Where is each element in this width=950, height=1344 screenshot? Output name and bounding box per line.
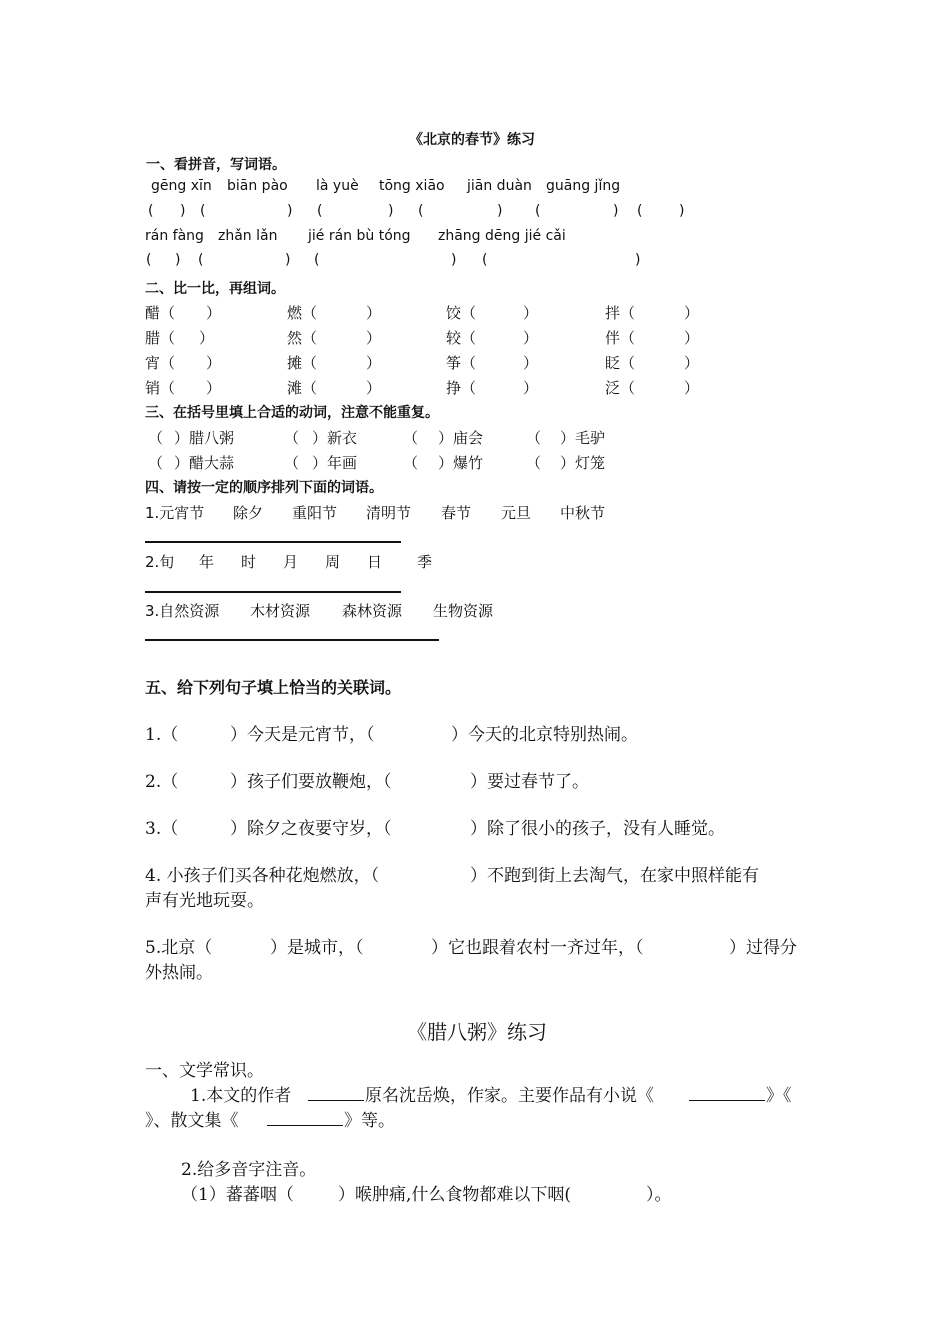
fill-text: （1）蕃蕃咽（: [181, 1185, 294, 1205]
fill-text: 》、散文集《: [145, 1111, 239, 1131]
sentence-part: ）今天是元宵节，（: [230, 725, 375, 745]
compare-bracket[interactable]: ）: [366, 354, 382, 372]
sentence-part: ）除了很小的孩子，没有人睡觉。: [470, 819, 725, 839]
compare-bracket[interactable]: ）: [523, 379, 539, 397]
answer-bracket[interactable]: (: [482, 252, 488, 268]
order-word: 日: [367, 553, 383, 571]
order-word: 中秋节: [560, 504, 606, 522]
compare-char: 较（: [446, 329, 477, 347]
compare-char: 然（: [287, 329, 318, 347]
compare-bracket[interactable]: ）: [199, 329, 215, 347]
compare-bracket[interactable]: ）: [206, 304, 222, 322]
compare-bracket[interactable]: ）: [523, 329, 539, 347]
answer-bracket[interactable]: (: [198, 252, 204, 268]
sentence-part: 外热闹。: [145, 963, 213, 983]
pinyin-item: zhāng dēng jié cǎi: [438, 228, 566, 244]
verb-bracket[interactable]: （: [403, 454, 419, 472]
answer-bracket[interactable]: ): [679, 203, 685, 219]
order-word: 年: [199, 553, 215, 571]
compare-bracket[interactable]: ）: [523, 354, 539, 372]
sentence-part: 声有光地玩耍。: [145, 891, 264, 911]
answer-bracket[interactable]: ): [451, 252, 457, 268]
compare-bracket[interactable]: ）: [206, 379, 222, 397]
order-word: 1.元宵节: [145, 504, 205, 522]
order-word: 3.自然资源: [145, 602, 220, 620]
order-word: 森林资源: [342, 602, 403, 620]
fill-text: 》《: [766, 1086, 792, 1106]
compare-char: 挣（: [446, 379, 477, 397]
verb-bracket[interactable]: （: [148, 454, 164, 472]
fill-text: 》等。: [344, 1111, 395, 1131]
fill-text: ）喉肿痛,什么食物都难以下咽(: [338, 1185, 572, 1205]
verb-item: ）灯笼: [560, 454, 606, 472]
pinyin-item: rán fàng: [145, 228, 204, 244]
answer-bracket[interactable]: ): [285, 252, 291, 268]
answer-bracket[interactable]: (: [146, 252, 152, 268]
fill-text: 原名沈岳焕，作家。主要作品有小说《: [365, 1086, 654, 1106]
page-title: 《北京的春节》练习: [409, 132, 535, 148]
sentence-part: ）孩子们要放鞭炮，（: [230, 772, 392, 792]
order-word: 2.旬: [145, 553, 175, 571]
answer-bracket[interactable]: (: [637, 203, 643, 219]
sentence-part: 4. 小孩子们买各种花炮燃放，（: [145, 866, 380, 886]
order-word: 重阳节: [292, 504, 338, 522]
sentence-part: 3.（: [145, 819, 179, 839]
compare-bracket[interactable]: ）: [523, 304, 539, 322]
order-word: 元旦: [501, 504, 532, 522]
fill-blank[interactable]: [267, 1125, 343, 1126]
answer-bracket[interactable]: ): [388, 203, 394, 219]
compare-char: 眨（: [605, 354, 636, 372]
fill-blank[interactable]: [689, 1100, 765, 1101]
sentence-part: 1.（: [145, 725, 179, 745]
answer-bracket[interactable]: ): [497, 203, 503, 219]
answer-line[interactable]: [145, 591, 401, 593]
order-word: 月: [283, 553, 299, 571]
compare-char: 摊（: [287, 354, 318, 372]
section-2-heading: 二、比一比，再组词。: [145, 281, 285, 297]
verb-item: ）年画: [312, 454, 358, 472]
verb-bracket[interactable]: （: [284, 429, 300, 447]
order-word: 周: [325, 553, 341, 571]
fill-text: ）。: [646, 1185, 672, 1205]
verb-bracket[interactable]: （: [403, 429, 419, 447]
compare-char: 滩（: [287, 379, 318, 397]
fill-text: 2.给多音字注音。: [181, 1160, 317, 1180]
answer-line[interactable]: [145, 541, 401, 543]
compare-char: 醋（: [145, 304, 176, 322]
order-word: 木材资源: [250, 602, 311, 620]
answer-bracket[interactable]: ): [613, 203, 619, 219]
compare-char: 销（: [145, 379, 176, 397]
compare-char: 拌（: [605, 304, 636, 322]
part2-heading: 一、文学常识。: [145, 1061, 264, 1081]
section-1-heading: 一、看拼音，写词语。: [146, 157, 286, 173]
order-word: 生物资源: [433, 602, 494, 620]
pinyin-item: zhǎn lǎn: [218, 228, 278, 244]
verb-bracket[interactable]: （: [148, 429, 164, 447]
verb-item: ）庙会: [438, 429, 484, 447]
answer-bracket[interactable]: (: [314, 252, 320, 268]
section-5-heading: 五、给下列句子填上恰当的关联词。: [145, 678, 402, 697]
sentence-part: ）不跑到街上去淘气，在家中照样能有: [470, 866, 759, 886]
verb-item: ）腊八粥: [174, 429, 235, 447]
sentence-part: ）是城市，（: [270, 938, 364, 958]
compare-bracket[interactable]: ）: [684, 329, 700, 347]
compare-bracket[interactable]: ）: [366, 329, 382, 347]
verb-item: ）爆竹: [438, 454, 484, 472]
pinyin-item: guāng jǐng: [546, 178, 621, 194]
answer-bracket[interactable]: ): [635, 252, 641, 268]
sentence-part: ）要过春节了。: [470, 772, 589, 792]
section-4-heading: 四、请按一定的顺序排列下面的词语。: [145, 480, 383, 496]
compare-char: 腊（: [145, 329, 176, 347]
compare-bracket[interactable]: ）: [684, 379, 700, 397]
compare-char: 宵（: [145, 354, 176, 372]
compare-char: 燃（: [287, 304, 318, 322]
pinyin-item: biān pào: [227, 178, 288, 194]
compare-char: 饺（: [446, 304, 477, 322]
verb-bracket[interactable]: （: [284, 454, 300, 472]
section-3-heading: 三、在括号里填上合适的动词，注意不能重复。: [145, 405, 439, 421]
order-word: 清明节: [366, 504, 412, 522]
pinyin-item: là yuè: [316, 178, 359, 194]
sentence-part: ）今天的北京特别热闹。: [451, 725, 638, 745]
compare-bracket[interactable]: ）: [366, 304, 382, 322]
answer-bracket[interactable]: ): [180, 203, 186, 219]
compare-char: 泛（: [605, 379, 636, 397]
compare-char: 筝（: [446, 354, 477, 372]
compare-bracket[interactable]: ）: [684, 304, 700, 322]
compare-bracket[interactable]: ）: [206, 354, 222, 372]
sentence-part: 5.北京（: [145, 938, 213, 958]
sentence-part: ）过得分: [729, 938, 797, 958]
compare-char: 伴（: [605, 329, 636, 347]
pinyin-item: tōng xiāo: [379, 178, 445, 194]
order-word: 时: [241, 553, 257, 571]
answer-bracket[interactable]: (: [317, 203, 323, 219]
order-word: 春节: [441, 504, 472, 522]
sentence-part: 2.（: [145, 772, 179, 792]
verb-item: ）醋大蒜: [174, 454, 235, 472]
verb-item: ）毛驴: [560, 429, 606, 447]
sentence-part: ）它也跟着农村一齐过年，（: [431, 938, 644, 958]
verb-item: ）新衣: [312, 429, 358, 447]
verb-bracket[interactable]: （: [526, 429, 542, 447]
answer-bracket[interactable]: ): [175, 252, 181, 268]
order-word: 除夕: [233, 504, 264, 522]
pinyin-item: gēng xīn: [151, 178, 212, 194]
pinyin-item: jiān duàn: [467, 178, 532, 194]
verb-bracket[interactable]: （: [526, 454, 542, 472]
order-word: 季: [417, 553, 433, 571]
answer-bracket[interactable]: ): [287, 203, 293, 219]
compare-bracket[interactable]: ）: [366, 379, 382, 397]
page-title-2: 《腊八粥》练习: [407, 1020, 547, 1044]
answer-bracket[interactable]: (: [535, 203, 541, 219]
answer-bracket[interactable]: (: [418, 203, 424, 219]
fill-text: 1.本文的作者: [190, 1086, 292, 1106]
pinyin-item: jié rán bù tóng: [308, 228, 411, 244]
sentence-part: ）除夕之夜要守岁，（: [230, 819, 392, 839]
answer-bracket[interactable]: (: [148, 203, 154, 219]
answer-bracket[interactable]: (: [200, 203, 206, 219]
answer-line[interactable]: [145, 639, 439, 641]
compare-bracket[interactable]: ）: [684, 354, 700, 372]
fill-blank[interactable]: [308, 1100, 364, 1101]
